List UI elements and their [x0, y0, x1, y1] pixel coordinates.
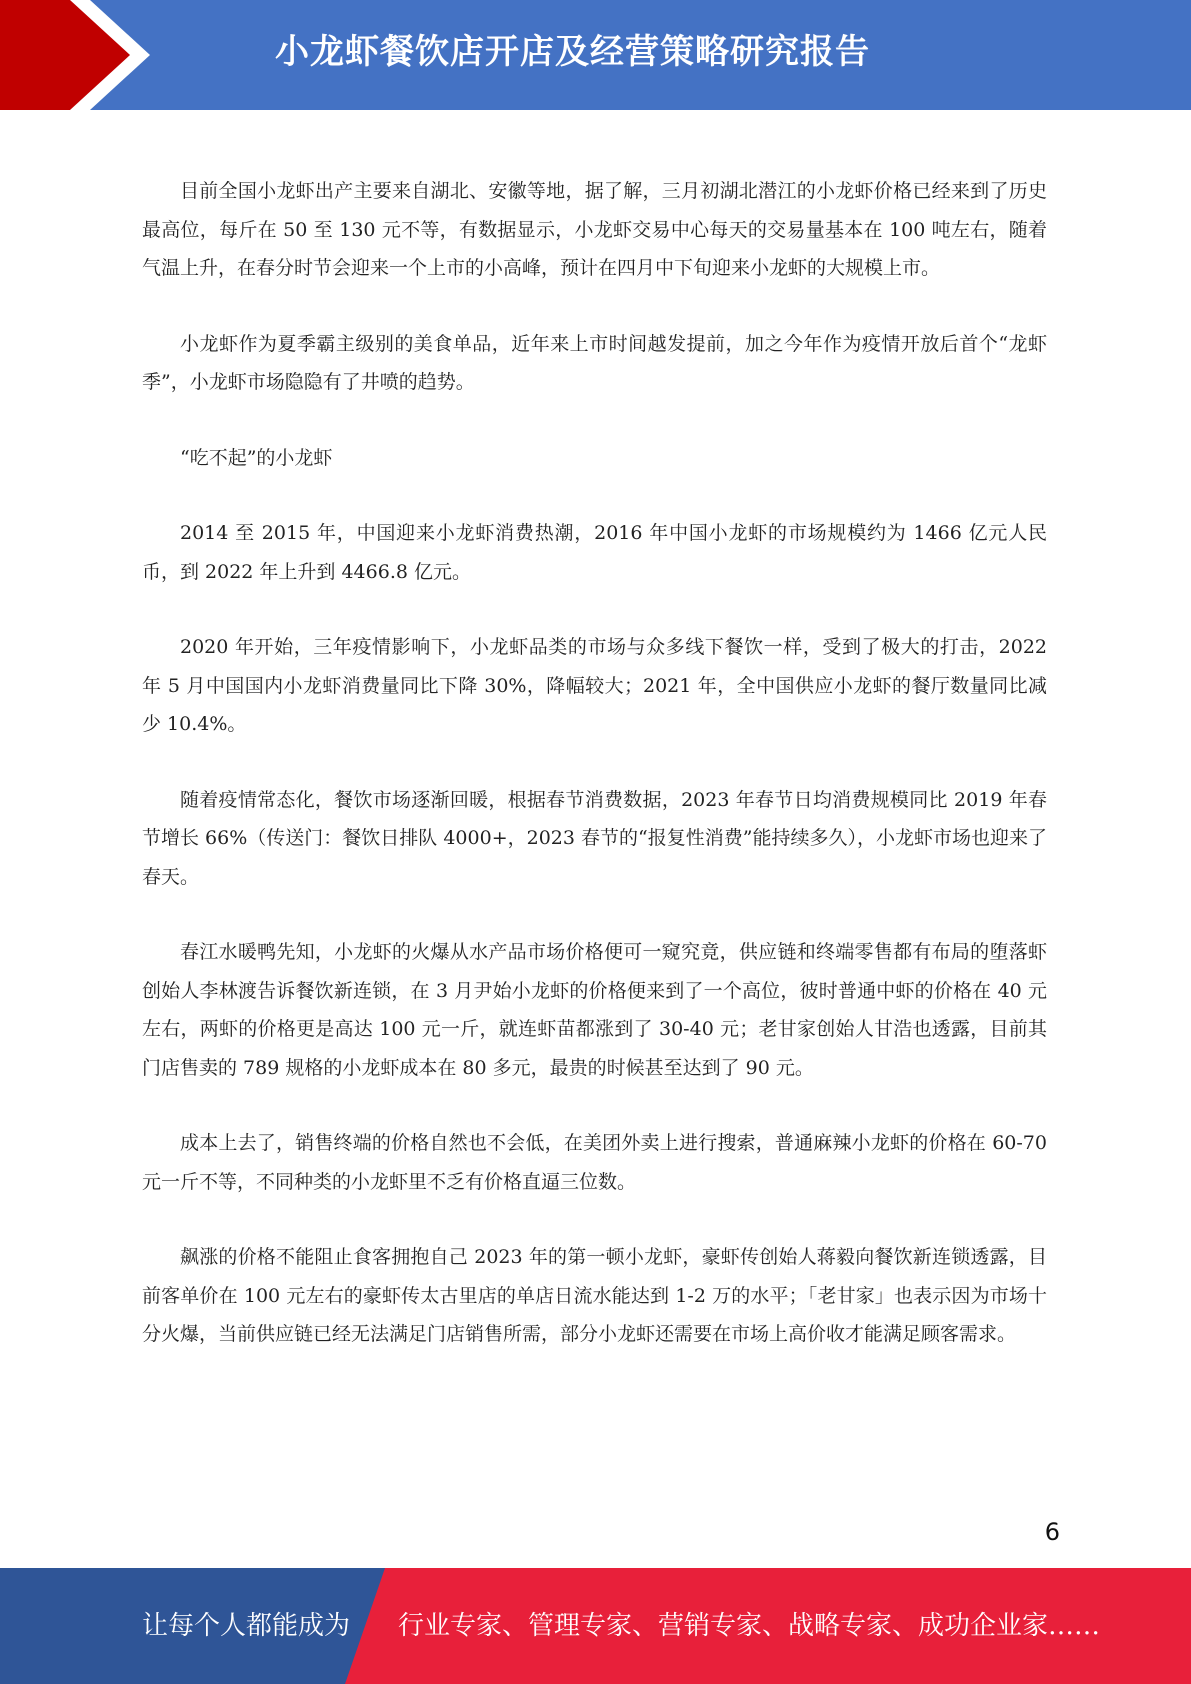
paragraph-2: 小龙虾作为夏季霸主级别的美食单品，近年来上市时间越发提前，加之今年作为疫情开放后首个“龙虾季”，小龙虾市场隐隐有了井喷的趋势。: [142, 332, 1047, 393]
paragraph-4: 2020 年开始，三年疫情影响下，小龙虾品类的市场与众多线下餐饮一样，受到了极大的打击，2022 年 5 月中国国内小龙虾消费量同比下降 30%，降幅较大；2021 年，全中国供应小龙虾的餐厅数量同比减少 10.4%。: [142, 636, 1047, 735]
report-footer: [0, 1568, 1191, 1684]
article-body: [142, 172, 1047, 1391]
footer-slogan-left: 让每个人都能成为: [142, 1611, 351, 1641]
report-header: [0, 0, 1191, 110]
footer-slogan-right: 行业专家、管理专家、营销专家、战略专家、成功企业家……: [398, 1611, 1101, 1641]
paragraph-5: 随着疫情常态化，餐饮市场逐渐回暖，根据春节消费数据，2023 年春节日均消费规模同比 2019 年春节增长 66%（传送门：餐饮日排队 4000+，2023 春节的“报复性消费”能持续多久），小龙虾市场也迎来了春天。: [142, 788, 1047, 888]
report-title: 小龙虾餐饮店开店及经营策略研究报告: [275, 32, 870, 72]
paragraph-8: 飙涨的价格不能阻止食客拥抱自己 2023 年的第一顿小龙虾，豪虾传创始人蒋毅向餐饮新连锁透露，目前客单价在 100 元左右的豪虾传太古里店的单店日流水能达到 1-2 万的水平；「老甘家」也表示因为市场十分火爆，当前供应链已经无法满足门店销售所需，部分小龙虾还需要在市场上高价收才能满足顾客需求。: [142, 1246, 1047, 1345]
section-subheading: “吃不起”的小龙虾: [180, 446, 333, 469]
paragraph-7: 成本上去了，销售终端的价格自然也不会低，在美团外卖上进行搜索，普通麻辣小龙虾的价格在 60-70 元一斤不等，不同种类的小龙虾里不乏有价格直逼三位数。: [142, 1132, 1047, 1193]
paragraph-3: 2014 至 2015 年，中国迎来小龙虾消费热潮，2016 年中国小龙虾的市场规模约为 1466 亿元人民币，到 2022 年上升到 4466.8 亿元。: [142, 522, 1047, 583]
paragraph-6: 春江水暖鸭先知，小龙虾的火爆从水产品市场价格便可一窥究竟，供应链和终端零售都有布局的堕落虾创始人李林渡告诉餐饮新连锁，在 3 月尹始小龙虾的价格便来到了一个高位，彼时普通中虾的价格在 40 元左右，两虾的价格更是高达 100 元一斤，就连虾苗都涨到了 30-40 元；老甘家创始人甘浩也透露，目前其门店售卖的 789 规格的小龙虾成本在 80 多元，最贵的时候甚至达到了 90 元。: [142, 941, 1047, 1079]
page-number: 6: [1044, 1518, 1060, 1546]
paragraph-1: 目前全国小龙虾出产主要来自湖北、安徽等地，据了解，三月初湖北潜江的小龙虾价格已经来到了历史最高位，每斤在 50 至 130 元不等，有数据显示，小龙虾交易中心每天的交易量基本在 100 吨左右，随着气温上升，在春分时节会迎来一个上市的小高峰，预计在四月中下旬迎来小龙虾的大规模上市。: [142, 180, 1047, 279]
